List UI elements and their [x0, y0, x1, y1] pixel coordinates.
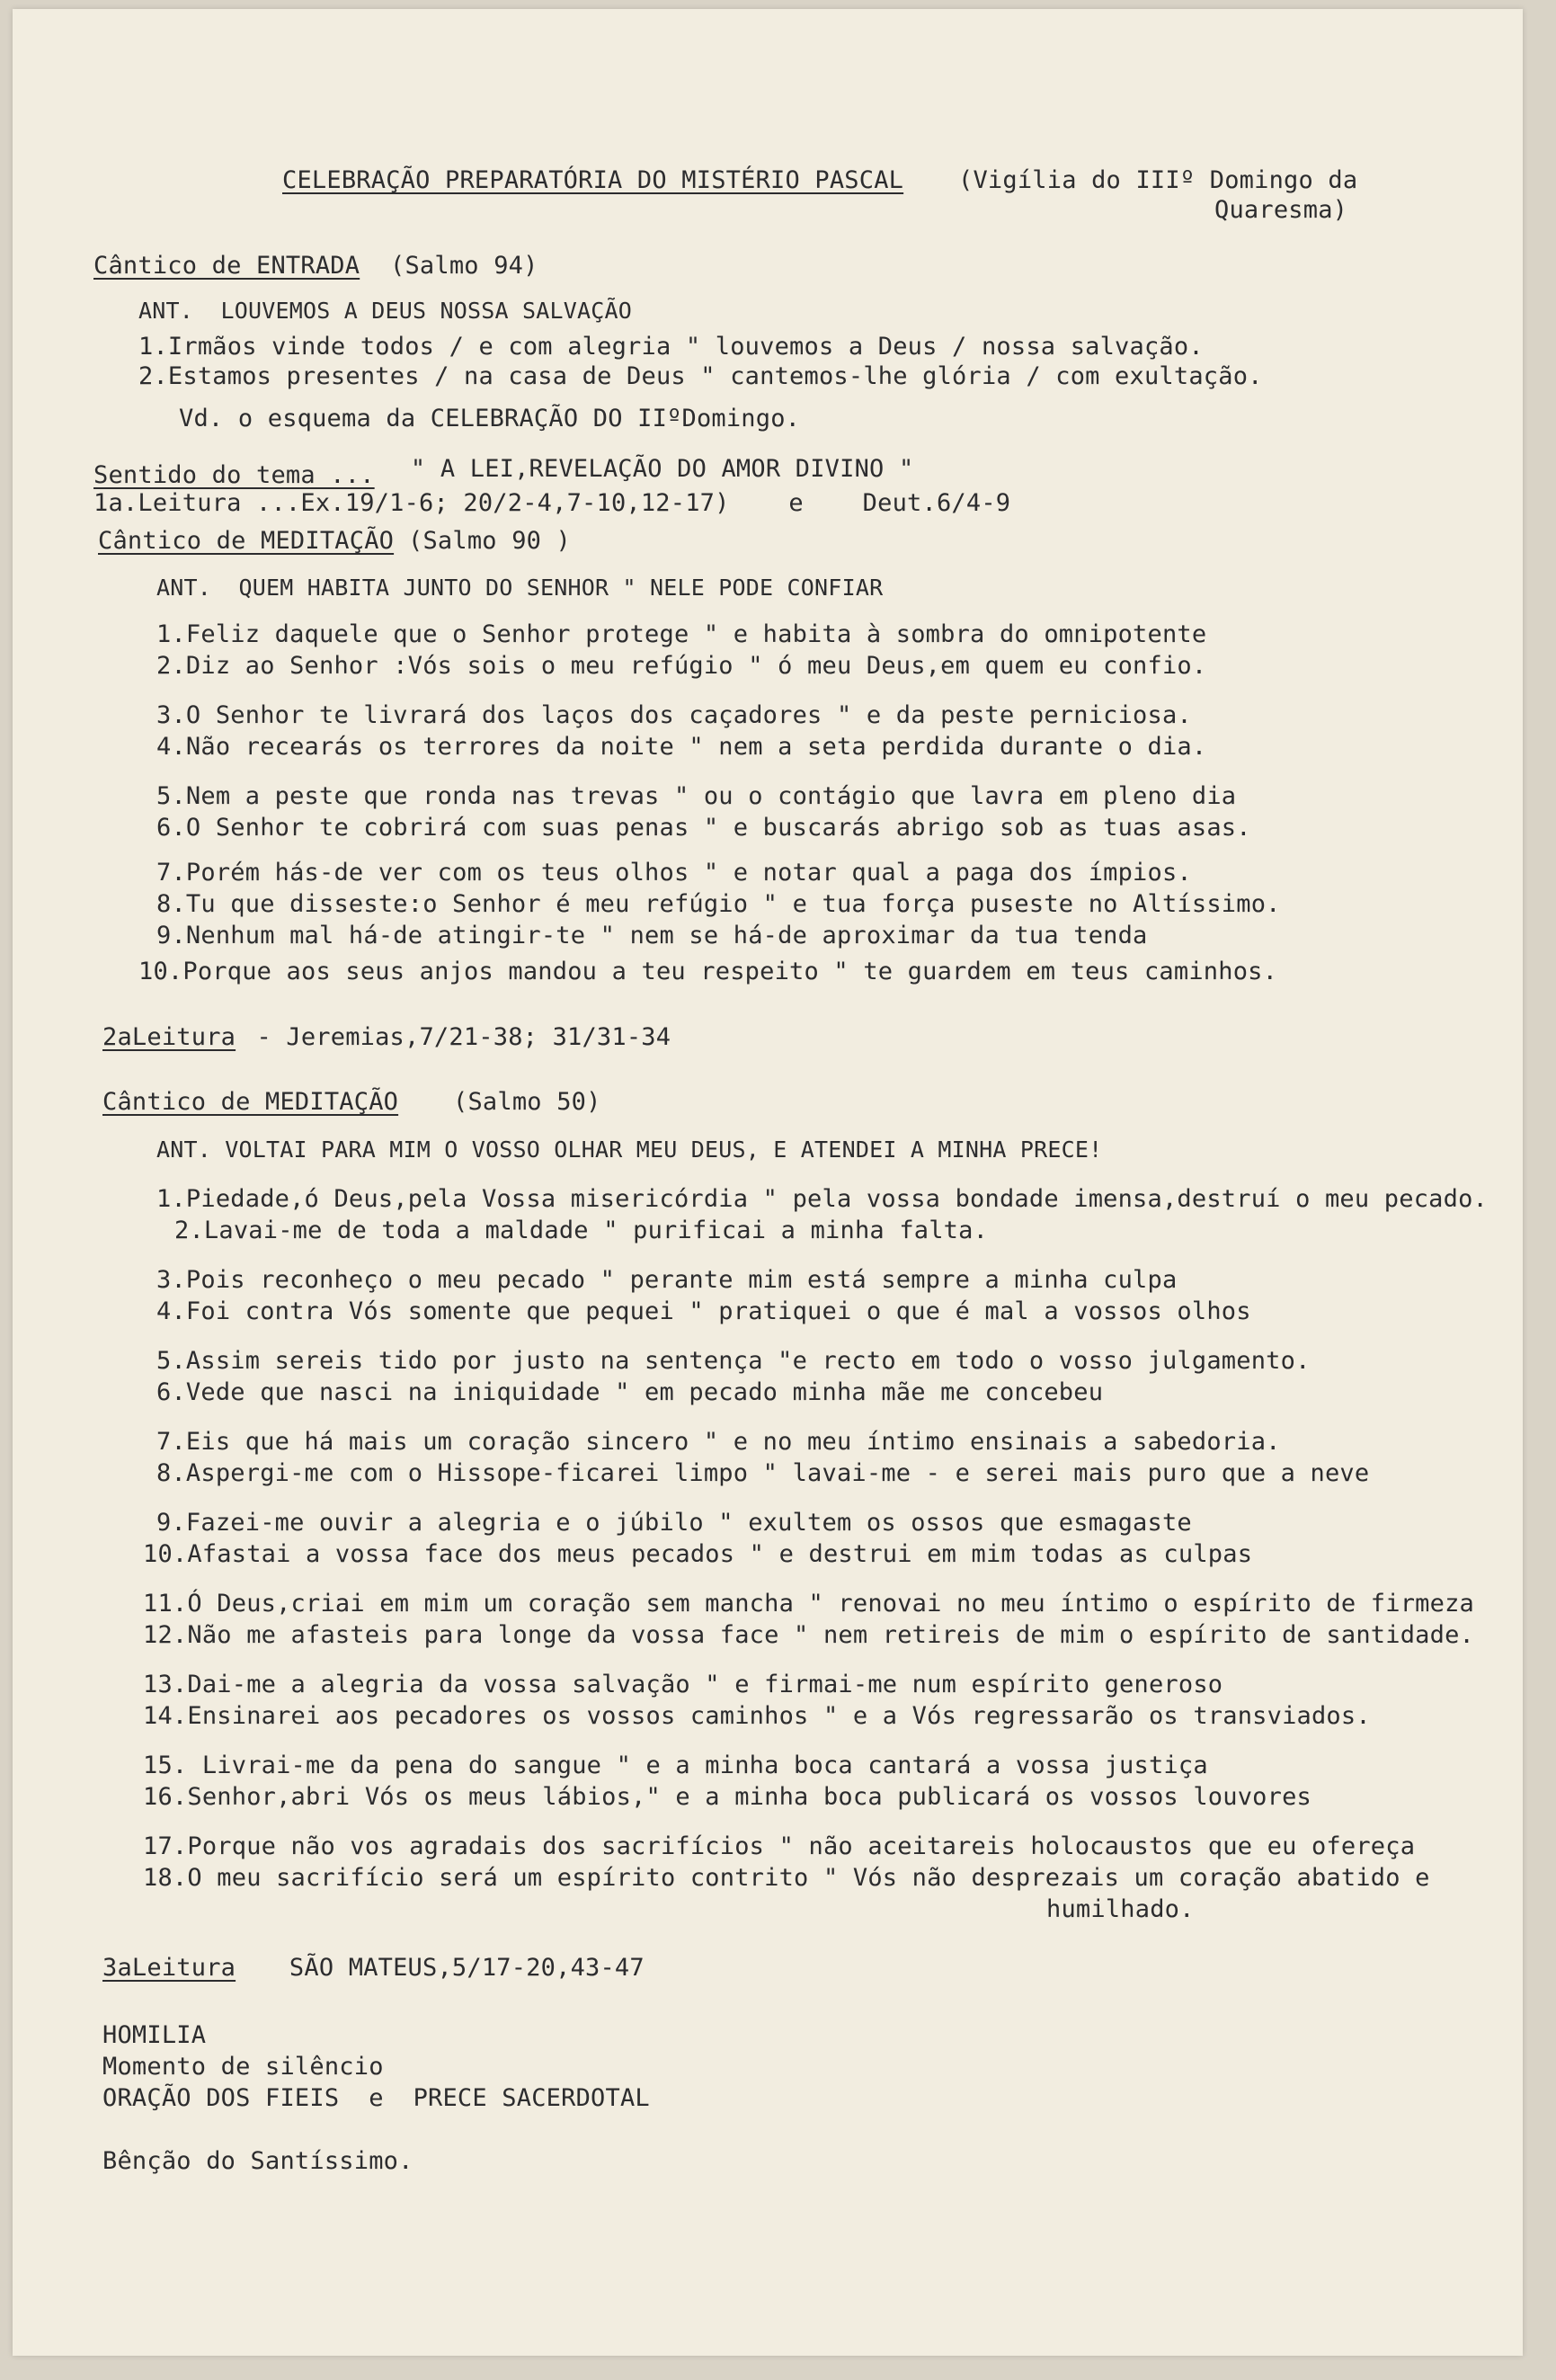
- meditacao2-verse: 4.Foi contra Vós somente que pequei " pratiquei o que é mal a vossos olhos: [156, 1297, 1251, 1325]
- meditacao1-verse: 10.Porque aos seus anjos mandou a teu respeito " te guardem em teus caminhos.: [138, 958, 1278, 985]
- meditacao1-verse: 2.Diz ao Senhor :Vós sois o meu refúgio " ó meu Deus,em quem eu confio.: [156, 652, 1207, 680]
- entrada-verse: 2.Estamos presentes / na casa de Deus " cantemos-lhe glória / com exultação.: [138, 362, 1263, 390]
- closing-silencio: Momento de silêncio: [102, 2053, 384, 2081]
- meditacao1-psalm: (Salmo 90 ): [408, 527, 572, 555]
- meditacao2-verse: 9.Fazei-me ouvir a alegria e o júbilo " exultem os ossos que esmagaste: [156, 1509, 1192, 1537]
- meditacao1-verse: 5.Nem a peste que ronda nas trevas " ou o contágio que lavra em pleno dia: [156, 782, 1237, 810]
- meditacao1-verse: 7.Porém hás-de ver com os teus olhos " e notar qual a paga dos ímpios.: [156, 859, 1192, 887]
- closing-bencao: Bênção do Santíssimo.: [102, 2147, 413, 2175]
- meditacao2-verse: 3.Pois reconheço o meu pecado " perante mim está sempre a minha culpa: [156, 1266, 1178, 1294]
- meditacao2-verse: 8.Aspergi-me com o Hissope-ficarei limpo " lavai-me - e serei mais puro que a neve: [156, 1459, 1370, 1487]
- meditacao2-verse: 1.Piedade,ó Deus,pela Vossa misericórdia " pela vossa bondade imensa,destruí o meu pecado.: [156, 1185, 1488, 1213]
- entrada-note: Vd. o esquema da CELEBRAÇÃO DO IIºDomingo.: [179, 405, 801, 432]
- meditacao2-heading: Cântico de MEDITAÇÃO: [102, 1088, 399, 1116]
- meditacao2-verse: 12.Não me afasteis para longe da vossa face " nem retireis de mim o espírito de santidade.: [143, 1621, 1474, 1649]
- meditacao2-verse: 10.Afastai a vossa face dos meus pecados " e destrui em mim todas as culpas: [143, 1540, 1253, 1568]
- title-note-line2: Quaresma): [1214, 196, 1348, 224]
- leitura2-text: - Jeremias,7/21-38; 31/31-34: [242, 1023, 671, 1051]
- meditacao1-verse: 9.Nenhum mal há-de atingir-te " nem se há-de aproximar da tua tenda: [156, 922, 1148, 949]
- sentido-text: " A LEI,REVELAÇÃO DO AMOR DIVINO ": [381, 455, 914, 483]
- meditacao2-verse: 16.Senhor,abri Vós os meus lábios," e a minha boca publicará os vossos louvores: [143, 1783, 1311, 1811]
- meditacao2-verse: 2.Lavai-me de toda a maldade " purificai a minha falta.: [174, 1217, 989, 1244]
- closing-homilia: HOMILIA: [102, 2021, 207, 2049]
- document-page: [13, 9, 1523, 2356]
- meditacao2-psalm: (Salmo 50): [453, 1088, 601, 1116]
- entrada-heading: Cântico de ENTRADA: [93, 252, 360, 280]
- meditacao2-verse: 13.Dai-me a alegria da vossa salvação " e firmai-me num espírito generoso: [143, 1671, 1223, 1698]
- meditacao2-verse: 18.O meu sacrifício será um espírito contrito " Vós não desprezais um coração abatido e: [143, 1864, 1430, 1892]
- meditacao2-verse: 11.Ó Deus,criai em mim um coração sem mancha " renovai no meu íntimo o espírito de firmeza: [143, 1590, 1474, 1618]
- closing-oracao: ORAÇÃO DOS FIEIS e PRECE SACERDOTAL: [102, 2084, 650, 2112]
- title-note-line1: (Vigília do IIIº Domingo da: [958, 166, 1358, 194]
- meditacao2-verse: 6.Vede que nasci na iniquidade " em pecado minha mãe me concebeu: [156, 1378, 1104, 1406]
- meditacao2-verse: 15. Livrai-me da pena do sangue " e a minha boca cantará a vossa justiça: [143, 1752, 1208, 1779]
- meditacao2-antiphon: ANT. VOLTAI PARA MIM O VOSSO OLHAR MEU DEUS, E ATENDEI A MINHA PRECE!: [156, 1137, 1103, 1163]
- meditacao1-verse: 6.O Senhor te cobrirá com suas penas " e buscarás abrigo sob as tuas asas.: [156, 814, 1251, 842]
- meditacao1-verse: 8.Tu que disseste:o Senhor é meu refúgio " e tua força puseste no Altíssimo.: [156, 890, 1281, 918]
- meditacao1-verse: 4.Não recearás os terrores da noite " nem a seta perdida durante o dia.: [156, 733, 1207, 761]
- meditacao1-heading: Cântico de MEDITAÇÃO: [98, 527, 395, 555]
- entrada-verse: 1.Irmãos vinde todos / e com alegria " louvemos a Deus / nossa salvação.: [138, 333, 1204, 361]
- meditacao2-verse: 14.Ensinarei aos pecadores os vossos caminhos " e a Vós regressarão os transviados.: [143, 1702, 1371, 1730]
- meditacao2-verse: 5.Assim sereis tido por justo na sentença "e recto em todo o vosso julgamento.: [156, 1347, 1311, 1375]
- sentido-label: Sentido do tema ...: [93, 461, 375, 489]
- leitura3-text: SÃO MATEUS,5/17-20,43-47: [260, 1954, 645, 1982]
- leitura1: 1a.Leitura ...Ex.19/1-6; 20/2-4,7-10,12-17) e Deut.6/4-9: [93, 489, 1011, 517]
- document-title: CELEBRAÇÃO PREPARATÓRIA DO MISTÉRIO PASCAL: [282, 166, 904, 194]
- meditacao2-verse: 17.Porque não vos agradais dos sacrifícios " não aceitareis holocaustos que eu ofereça: [143, 1832, 1416, 1860]
- entrada-antiphon: ANT. LOUVEMOS A DEUS NOSSA SALVAÇÃO: [138, 298, 633, 324]
- meditacao1-antiphon: ANT. QUEM HABITA JUNTO DO SENHOR " NELE PODE CONFIAR: [156, 575, 884, 601]
- meditacao2-verse: 7.Eis que há mais um coração sincero " e no meu íntimo ensinais a sabedoria.: [156, 1428, 1281, 1456]
- meditacao1-verse: 3.O Senhor te livrará dos laços dos caçadores " e da peste perniciosa.: [156, 701, 1192, 729]
- meditacao2-verse-continuation: humilhado.: [1046, 1895, 1195, 1923]
- leitura2-label: 2aLeitura: [102, 1023, 236, 1051]
- meditacao1-verse: 1.Feliz daquele que o Senhor protege " e habita à sombra do omnipotente: [156, 620, 1207, 648]
- entrada-psalm: (Salmo 94): [390, 252, 538, 280]
- leitura3-label: 3aLeitura: [102, 1954, 236, 1982]
